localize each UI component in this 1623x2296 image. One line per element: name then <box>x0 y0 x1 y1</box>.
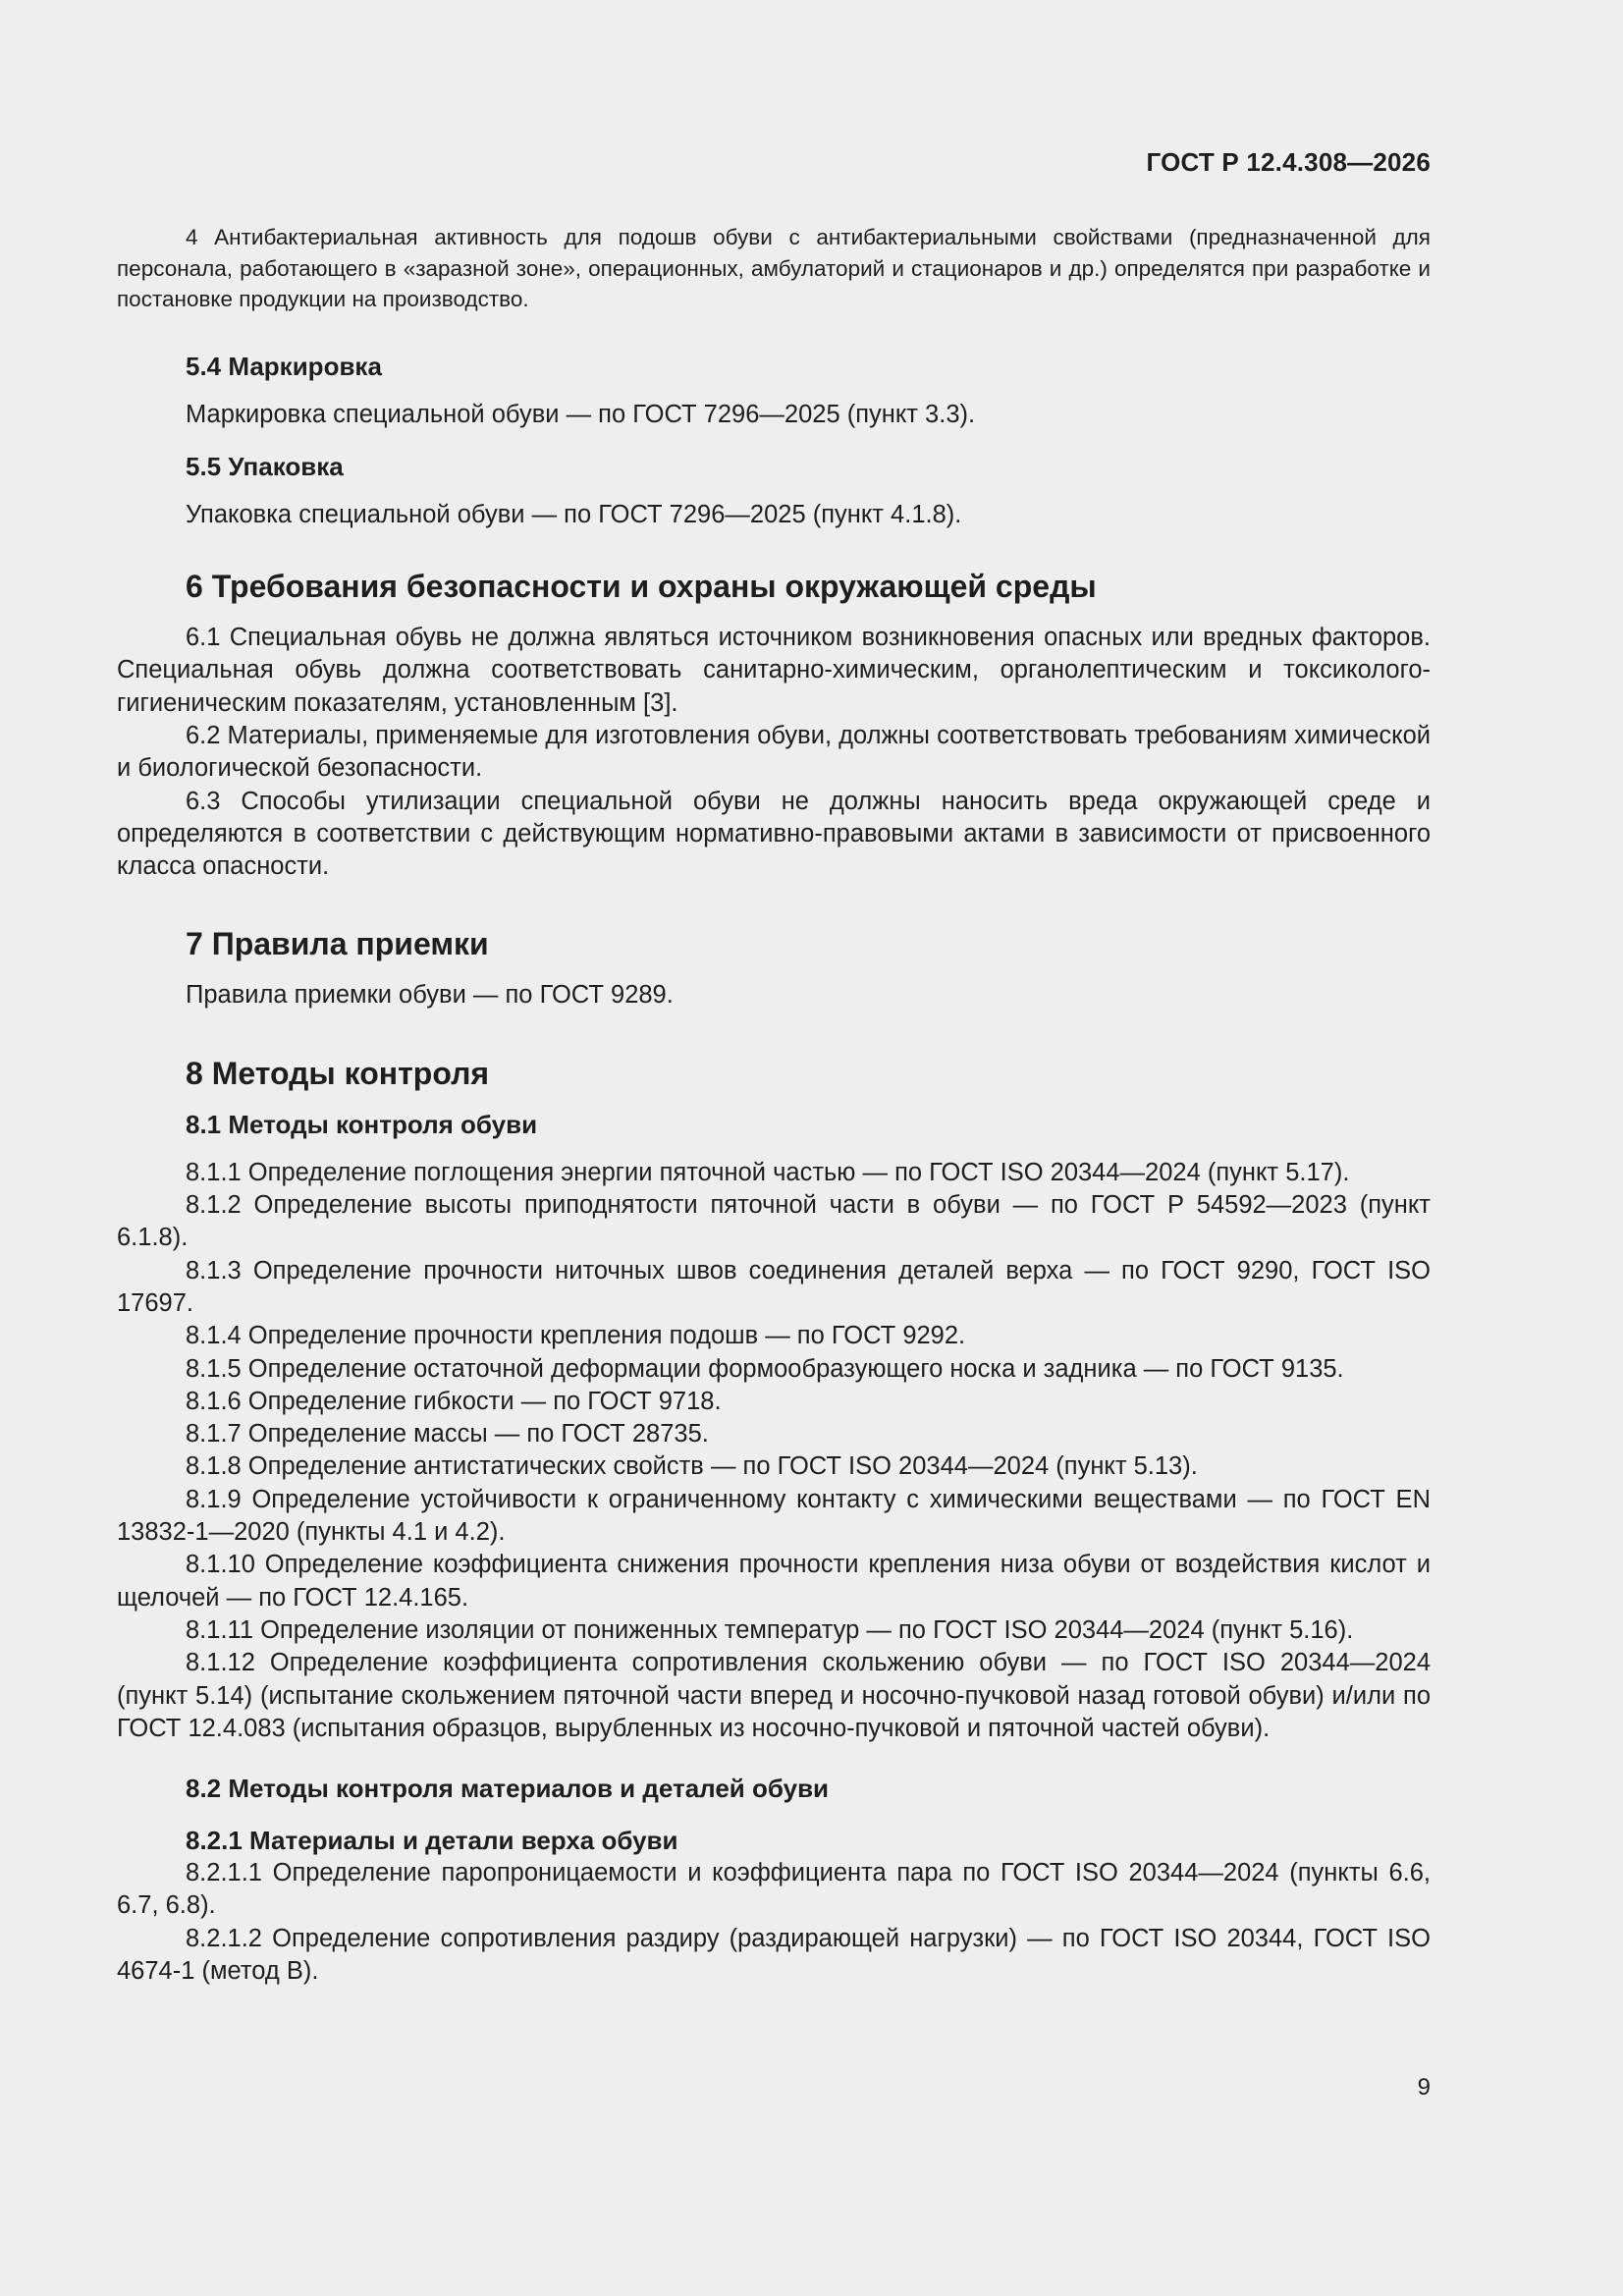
item-8-1-9: 8.1.9 Определение устойчивости к ограниченному контакту с химическими веществами — по ГОСТ EN 13832-1—2020 (пункты 4.1 и 4.2). <box>117 1485 1431 1547</box>
section-8-2-title: 8.2 Методы контроля материалов и деталей обуви <box>186 1774 830 1804</box>
item-8-1-11: 8.1.11 Определение изоляции от пониженных температур — по ГОСТ ISO 20344—2024 (пункт 5.16). <box>186 1615 1354 1644</box>
section-5-4-text: Маркировка специальной обуви — по ГОСТ 7296—2025 (пункт 3.3). <box>186 400 976 428</box>
section-6-title: 6 Требования безопасности и охраны окружающей среды <box>186 569 1097 605</box>
item-8-1-4: 8.1.4 Определение прочности крепления подошв — по ГОСТ 9292. <box>186 1322 966 1350</box>
paragraph-6-1: 6.1 Специальная обувь не должна являться источником возникновения опасных или вредных факторов. Специальная обувь должна соответствовать санитарно-химическим, органолептическим и токсиколого-гигиеническим показателям, установленным [3]. <box>117 624 1431 717</box>
paragraph-6-3: 6.3 Способы утилизации специальной обуви не должны наносить вреда окружающей среде и определяются в соответствии с действующим нормативно-правовыми актами в зависимости от присвоенного класса опасности. <box>117 787 1431 881</box>
page-number: 9 <box>1417 2074 1431 2101</box>
item-8-1-8: 8.1.8 Определение антистатических свойств — по ГОСТ ISO 20344—2024 (пункт 5.13). <box>186 1452 1198 1481</box>
section-5-5-text: Упаковка специальной обуви — по ГОСТ 7296—2025 (пункт 4.1.8). <box>186 500 962 528</box>
item-8-1-10: 8.1.10 Определение коэффициента снижения прочности крепления низа обуви от воздействия кислот и щелочей — по ГОСТ 12.4.165. <box>117 1551 1431 1612</box>
item-8-1-3: 8.1.3 Определение прочности ниточных швов соединения деталей верха — по ГОСТ 9290, ГОСТ ISO 17697. <box>117 1256 1431 1317</box>
item-8-1-2: 8.1.2 Определение высоты приподнятости пяточной части в обуви — по ГОСТ Р 54592—2023 (пункт 6.1.8). <box>117 1191 1431 1252</box>
section-8-1-title: 8.1 Методы контроля обуви <box>186 1109 538 1139</box>
section-8-title: 8 Методы контроля <box>186 1055 490 1091</box>
document-code-header: ГОСТ Р 12.4.308—2026 <box>1146 147 1431 177</box>
section-5-5-title: 5.5 Упаковка <box>186 451 344 481</box>
item-8-1-6: 8.1.6 Определение гибкости — по ГОСТ 9718. <box>186 1387 722 1415</box>
page-content <box>117 222 1431 1988</box>
item-8-1-5: 8.1.5 Определение остаточной деформации формообразующего носка и задника — по ГОСТ 9135. <box>186 1354 1344 1383</box>
section-5-4-title: 5.4 Маркировка <box>186 351 382 381</box>
item-8-1-12: 8.1.12 Определение коэффициента сопротивления скольжению обуви — по ГОСТ ISO 20344—2024 (пункт 5.14) (испытание скольжением пяточной части вперед и носочно-пучковой назад готовой обуви) и/или по ГОСТ 12.4.083 (испытания образцов, вырубленных из носочно-пучковой и пяточной частей обуви). <box>117 1649 1431 1742</box>
item-8-2-1-2: 8.2.1.2 Определение сопротивления раздиру (раздирающей нагрузки) — по ГОСТ ISO 20344, ГОСТ ISO 4674-1 (метод В). <box>117 1924 1431 1985</box>
note-4: 4 Антибактериальная активность для подошв обуви с антибактериальными свойствами (предназначенной для персонала, работающего в «заразной зоне», операционных, амбулаторий и стационаров и др.) определятся при разработке и постановке продукции на производство. <box>117 225 1431 311</box>
paragraph-6-2: 6.2 Материалы, применяемые для изготовления обуви, должны соответствовать требованиям химической и биологической безопасности. <box>117 721 1431 783</box>
section-7-title: 7 Правила приемки <box>186 926 489 962</box>
item-8-2-1-1: 8.2.1.1 Определение паропроницаемости и коэффициента пара по ГОСТ ISO 20344—2024 (пункты 6.6, 6.7, 6.8). <box>117 1859 1431 1920</box>
item-8-1-1: 8.1.1 Определение поглощения энергии пяточной частью — по ГОСТ ISO 20344—2024 (пункт 5.17). <box>186 1158 1350 1186</box>
section-8-2-1-title: 8.2.1 Материалы и детали верха обуви <box>186 1826 678 1856</box>
section-7-text: Правила приемки обуви — по ГОСТ 9289. <box>186 981 674 1010</box>
item-8-1-7: 8.1.7 Определение массы — по ГОСТ 28735. <box>186 1420 709 1449</box>
